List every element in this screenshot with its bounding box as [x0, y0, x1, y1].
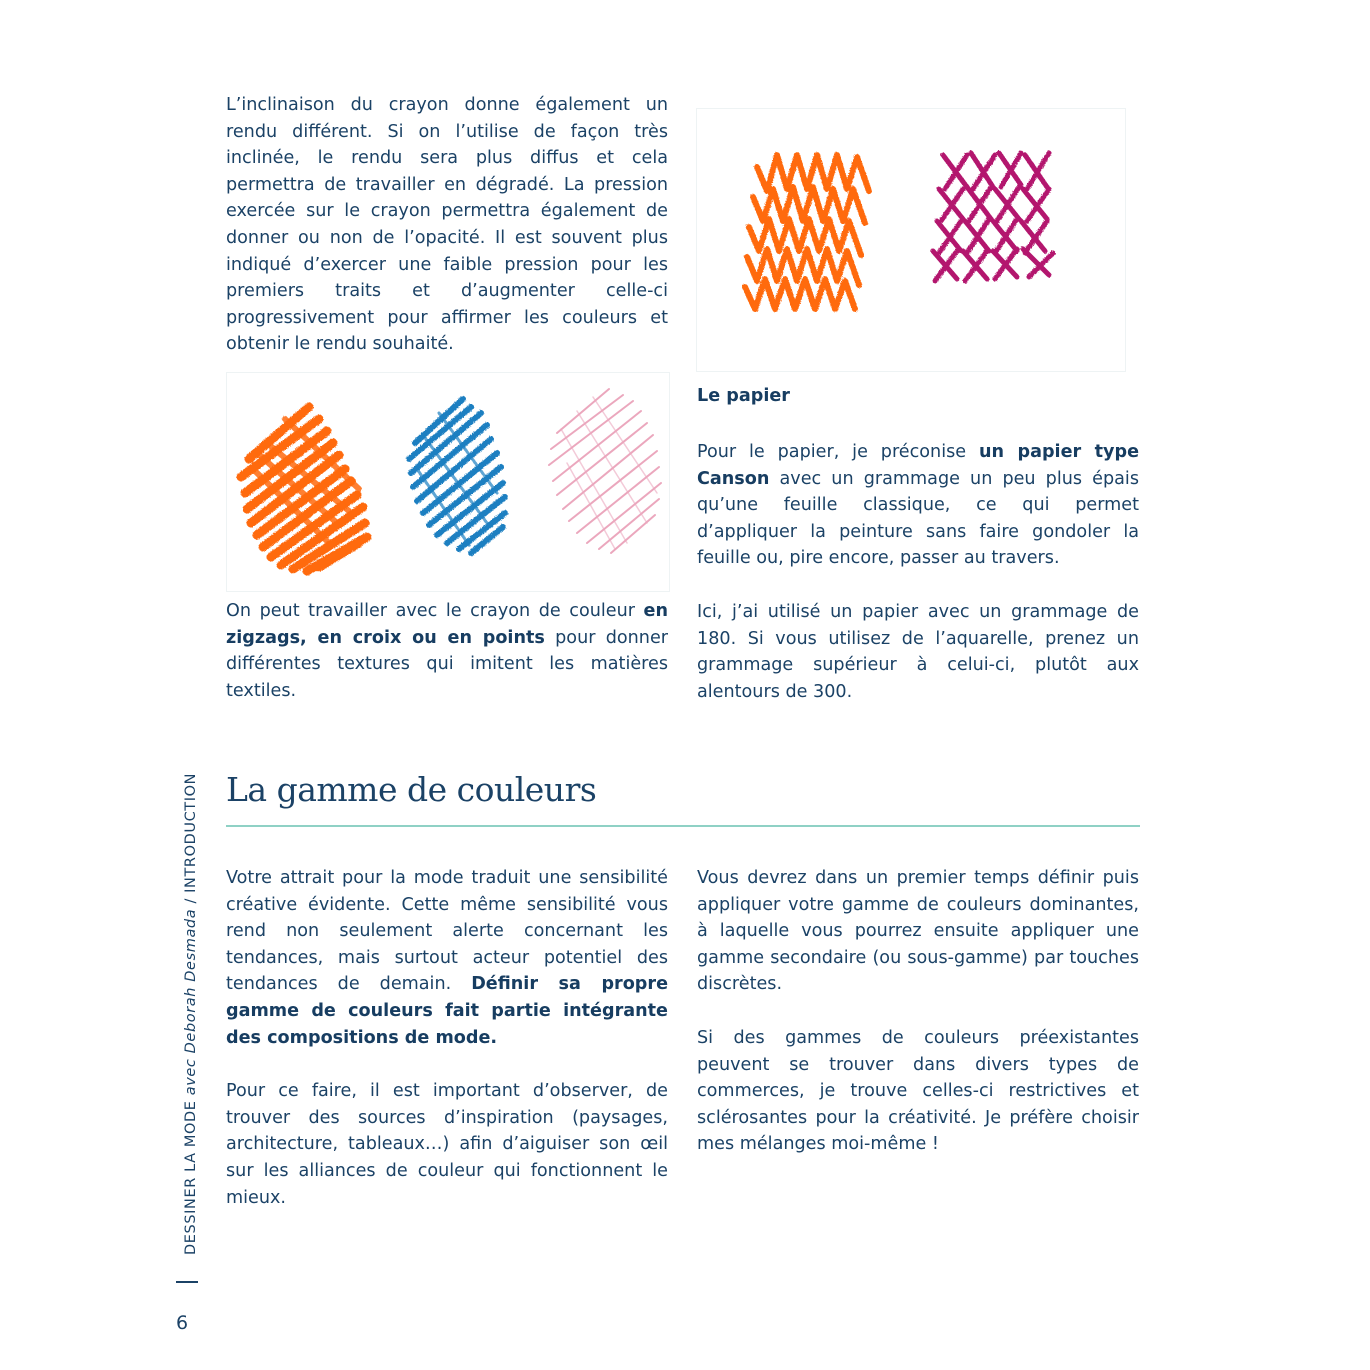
page-number-rule	[176, 1281, 198, 1283]
section-left-text	[226, 865, 668, 1211]
scribble-swatches-svg	[227, 373, 669, 591]
paper-text	[697, 439, 1139, 705]
running-header-main: DESSINER LA MODE	[183, 1095, 199, 1255]
section-left-paragraph-1	[226, 865, 668, 1051]
left-caption	[226, 598, 668, 704]
zigzag-crosshatch-illustration	[696, 108, 1126, 372]
pencil-pressure-illustration	[226, 372, 670, 592]
pink-shaded-swatch	[549, 389, 661, 553]
page-number: 6	[176, 1312, 189, 1334]
section-title: La gamme de couleurs	[226, 770, 597, 809]
paper-p1-text-1: Pour le papier, je préconise	[697, 442, 979, 462]
texture-bold: en zigzags, en croix ou en points	[226, 601, 668, 648]
texture-swatches-svg	[697, 109, 1125, 371]
paper-paragraph-1	[697, 439, 1139, 572]
left-top-text	[226, 92, 668, 358]
paper-p1-text-2: avec un grammage un peu plus épais qu’une feuille classique, ce qui permet d’appliquer la peinture sans faire gondoler la feuille ou, pire encore, passer au travers.	[697, 468, 1139, 569]
section-right-paragraph-1: Vous devrez dans un premier temps définir puis appliquer votre gamme de couleurs dominantes, à laquelle vous pourrez ensuite appliquer une gamme secondaire (ou sous-gamme) par touches discrètes.	[697, 868, 1139, 995]
section-right-paragraph-2: Si des gammes de couleurs préexistantes peuvent se trouver dans divers types de commerces, je trouve celles-ci restrictives et sclérosantes pour la créativité. Je préfère choisir mes mélanges moi-même !	[697, 1027, 1139, 1155]
orange-zigzag-swatch	[745, 155, 869, 309]
section-right-text	[697, 865, 1139, 1158]
texture-text-1: On peut travailler avec le crayon de couleur	[226, 601, 644, 621]
blue-scribble-swatch	[409, 399, 505, 553]
section-left-p1-bold: Définir sa propre gamme de couleurs fait partie intégrante des compositions de mode.	[226, 974, 668, 1048]
texture-text-2: pour donner différentes textures qui imitent les matières textiles.	[226, 627, 669, 701]
running-header-vertical	[183, 773, 199, 1255]
running-header-author: avec Deborah Desmada	[183, 908, 199, 1096]
running-header-section: / INTRODUCTION	[183, 772, 199, 909]
paper-heading: Le papier	[697, 386, 790, 406]
orange-scribble-swatch	[241, 407, 367, 571]
section-left-p1-text: Votre attrait pour la mode traduit une sensibilité créative évidente. Cette même sensibilité vous rend non seulement alerte concernant les tendances, mais surtout acteur potentiel des tendances de demain.	[226, 868, 668, 995]
pencil-angle-paragraph: L’inclinaison du crayon donne également un rendu différent. Si on l’utilise de façon très inclinée, le rendu sera plus diffus et cela permettra de travailler en dégradé. La pression exercée sur le crayon permettra également de donner ou non de l’opacité. Il est souvent plus indiqué d’exercer une faible pression pour les premiers traits et d’augmenter celle-ci progressivement pour affirmer les couleurs et obtenir le rendu souhaité.	[226, 95, 668, 355]
texture-paragraph	[226, 598, 668, 704]
magenta-crosshatch-swatch	[933, 153, 1053, 281]
paper-paragraph-2: Ici, j’ai utilisé un papier avec un grammage de 180. Si vous utilisez de l’aquarelle, prenez un grammage supérieur à celui-ci, plutôt aux alentours de 300.	[697, 601, 1139, 702]
section-left-paragraph-2: Pour ce faire, il est important d’observer, de trouver des sources d’inspiration (paysages, architecture, tableaux…) afin d’aiguiser son œil sur les alliances de couleur qui fonctionnent le mieux.	[226, 1081, 668, 1208]
paper-p1-bold: un papier type Canson	[697, 442, 1140, 489]
section-rule	[226, 825, 1140, 827]
